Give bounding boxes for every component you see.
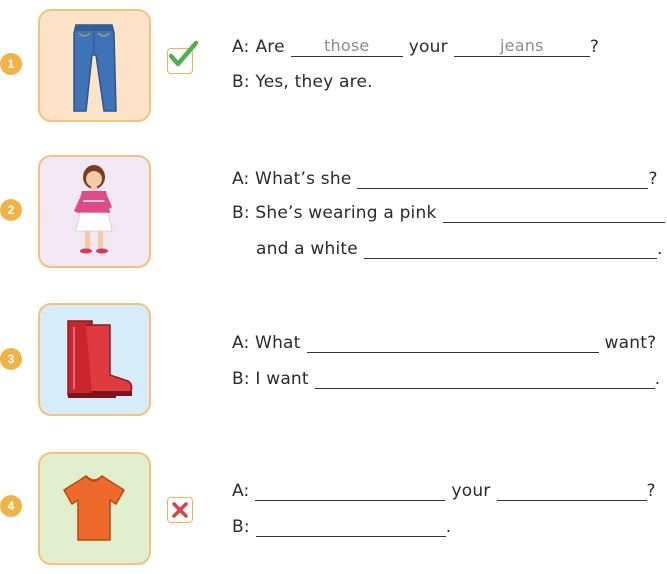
cross-icon	[168, 498, 192, 522]
line-end-punctuation: .	[445, 517, 452, 537]
line-text: and a white	[256, 239, 358, 259]
answer-blank[interactable]	[315, 368, 655, 389]
dialogue-line-a	[232, 332, 656, 353]
check-icon	[166, 40, 200, 70]
orange-tshirt-icon	[40, 454, 148, 562]
boots-picture-card	[38, 303, 151, 416]
speaker-b-label: B:	[232, 517, 250, 537]
answer-blank[interactable]	[291, 36, 403, 57]
jeans-icon	[40, 11, 148, 119]
line-end-punctuation: ?	[589, 37, 600, 57]
dialogue-line-c	[256, 238, 663, 259]
dialogue-line-b	[232, 202, 665, 223]
girl-in-pink-sweater-icon	[40, 157, 148, 265]
jeans-picture-card	[38, 9, 151, 122]
answer-mark	[167, 48, 193, 74]
dialogue-line-a	[232, 168, 658, 189]
girl-picture-card	[38, 155, 151, 268]
line-text: A: What	[232, 333, 301, 353]
line-text: B: I want	[232, 369, 309, 389]
line-end-punctuation: ?	[646, 481, 656, 501]
answer-blank[interactable]	[307, 332, 599, 353]
answer-blank[interactable]	[357, 168, 648, 189]
item-number-badge: 3	[0, 348, 22, 370]
line-text: B: Yes, they are.	[232, 72, 373, 92]
item-number-badge: 4	[0, 495, 22, 517]
line-text: A: What’s she	[232, 169, 352, 189]
answer-blank[interactable]	[454, 36, 590, 57]
answer-blank[interactable]	[256, 516, 446, 537]
line-text: want?	[604, 333, 657, 353]
speaker-a-label: A:	[232, 481, 250, 501]
dialogue-line-b	[232, 368, 660, 389]
answer-blank[interactable]	[364, 238, 657, 259]
answer-blank[interactable]	[255, 480, 445, 501]
dialogue-line-a	[232, 480, 656, 501]
dialogue-line-b	[232, 516, 451, 537]
item-number-badge: 2	[0, 199, 22, 221]
dialogue-line-a	[232, 36, 599, 57]
line-text: your	[451, 481, 491, 501]
speaker-a-label: A:	[232, 37, 250, 57]
line-end-punctuation: .	[656, 239, 663, 259]
line-text: Are	[255, 37, 285, 57]
item-number-badge: 1	[0, 53, 22, 75]
answer-blank[interactable]	[497, 480, 647, 501]
filled-answer: jeans	[500, 36, 544, 55]
answer-mark	[167, 497, 193, 523]
answer-blank[interactable]	[443, 202, 665, 223]
line-end-punctuation: ?	[648, 169, 658, 189]
line-end-punctuation: .	[654, 369, 661, 389]
dialogue-line-b	[232, 72, 373, 92]
line-text: B: She’s wearing a pink	[232, 203, 437, 223]
red-boots-icon	[40, 305, 148, 413]
filled-answer: those	[324, 36, 370, 55]
tshirt-picture-card	[38, 452, 151, 565]
line-text: your	[408, 37, 448, 57]
